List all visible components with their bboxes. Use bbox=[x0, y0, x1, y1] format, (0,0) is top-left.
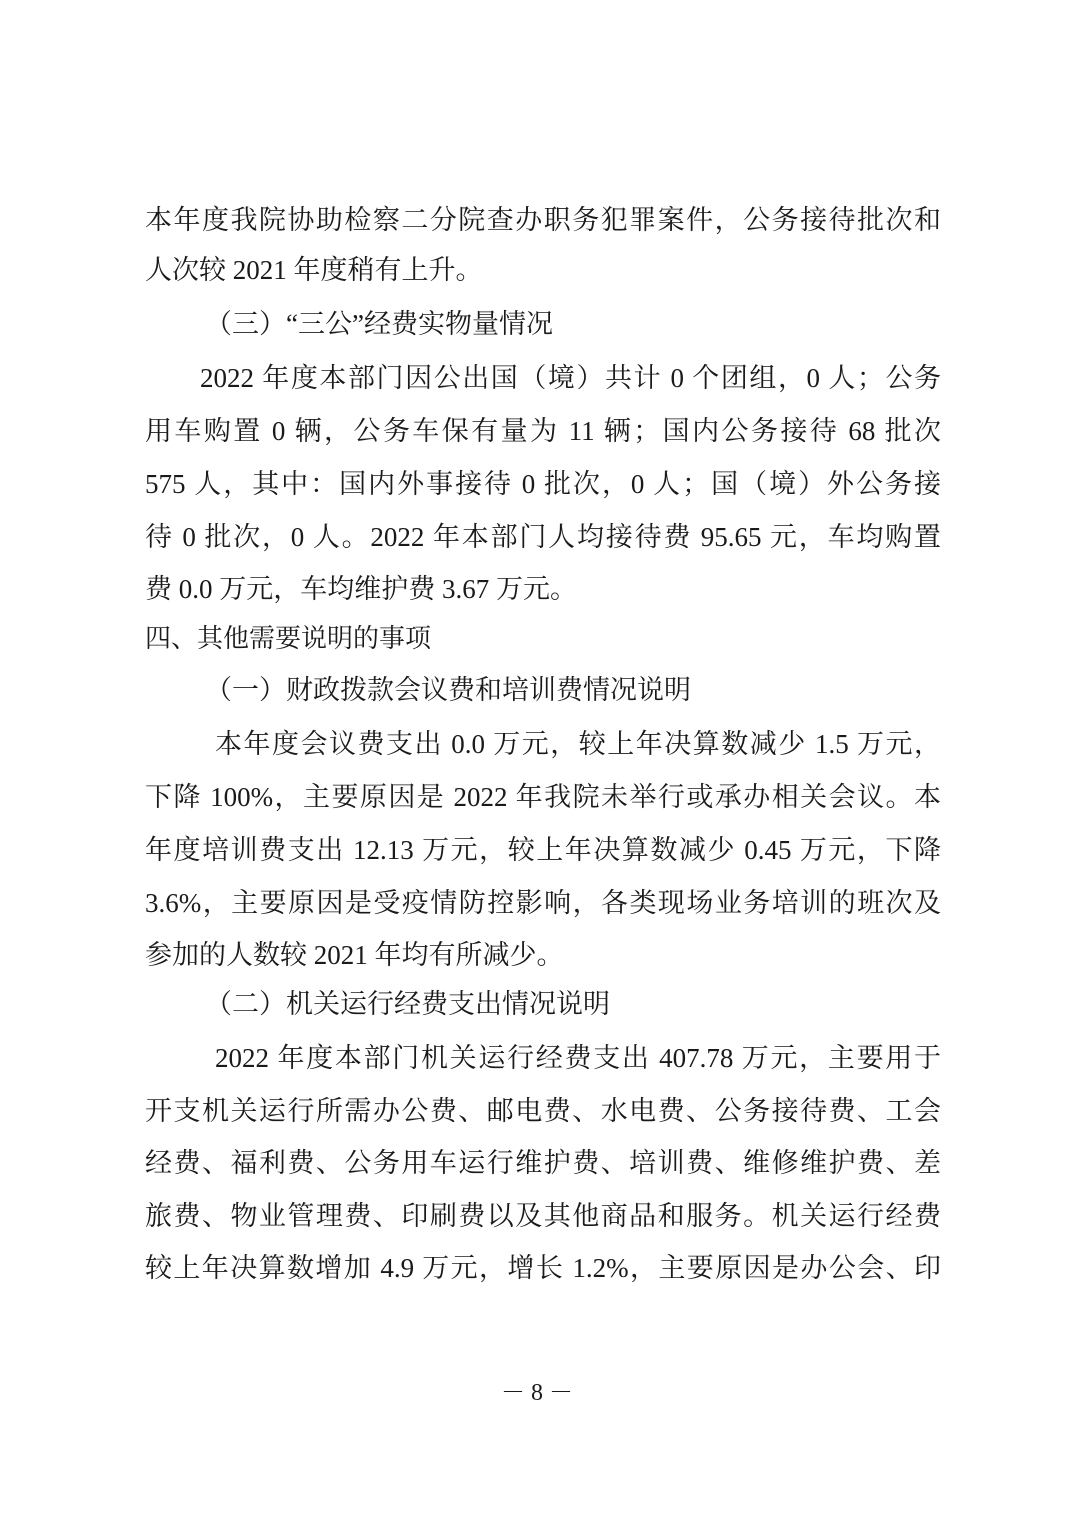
section-heading: 四、其他需要说明的事项 bbox=[145, 623, 432, 653]
body-text-line: 费 0.0 万元，车均维护费 3.67 万元。 bbox=[145, 574, 577, 604]
subsection-heading: （一）财政拨款会议费和培训费情况说明 bbox=[205, 675, 691, 705]
body-text-line: 2022 年度本部门因公出国（境）共计 0 个团组，0 人；公务 bbox=[200, 363, 941, 393]
subsection-heading: （二）机关运行经费支出情况说明 bbox=[205, 989, 610, 1019]
subsection-heading: （三）“三公”经费实物量情况 bbox=[205, 309, 553, 339]
body-text-line: 575 人，其中：国内外事接待 0 批次，0 人；国（境）外公务接 bbox=[145, 469, 941, 499]
page-number: － 8 － bbox=[501, 1380, 573, 1406]
body-text-line: 开支机关运行所需办公费、邮电费、水电费、公务接待费、工会 bbox=[145, 1096, 941, 1126]
body-text-line: 人次较 2021 年度稍有上升。 bbox=[145, 255, 483, 285]
body-text-line: 3.6%，主要原因是受疫情防控影响，各类现场业务培训的班次及 bbox=[145, 888, 941, 918]
body-text-line: 经费、福利费、公务用车运行维护费、培训费、维修维护费、差 bbox=[145, 1148, 941, 1178]
body-text-line: 参加的人数较 2021 年均有所减少。 bbox=[145, 940, 564, 970]
body-text-line: 用车购置 0 辆，公务车保有量为 11 辆；国内公务接待 68 批次 bbox=[145, 416, 941, 446]
body-text-line: 待 0 批次，0 人。2022 年本部门人均接待费 95.65 元，车均购置 bbox=[145, 522, 941, 552]
body-text-line: 本年度会议费支出 0.0 万元，较上年决算数减少 1.5 万元， bbox=[215, 729, 941, 759]
body-text-line: 2022 年度本部门机关运行经费支出 407.78 万元，主要用于 bbox=[215, 1043, 941, 1073]
body-text-line: 旅费、物业管理费、印刷费以及其他商品和服务。机关运行经费 bbox=[145, 1201, 941, 1231]
body-text-line: 本年度我院协助检察二分院查办职务犯罪案件，公务接待批次和 bbox=[145, 205, 941, 235]
body-text-line: 年度培训费支出 12.13 万元，较上年决算数减少 0.45 万元，下降 bbox=[145, 835, 941, 865]
body-text-line: 较上年决算数增加 4.9 万元，增长 1.2%，主要原因是办公会、印 bbox=[145, 1253, 941, 1283]
body-text-line: 下降 100%，主要原因是 2022 年我院未举行或承办相关会议。本 bbox=[145, 782, 941, 812]
